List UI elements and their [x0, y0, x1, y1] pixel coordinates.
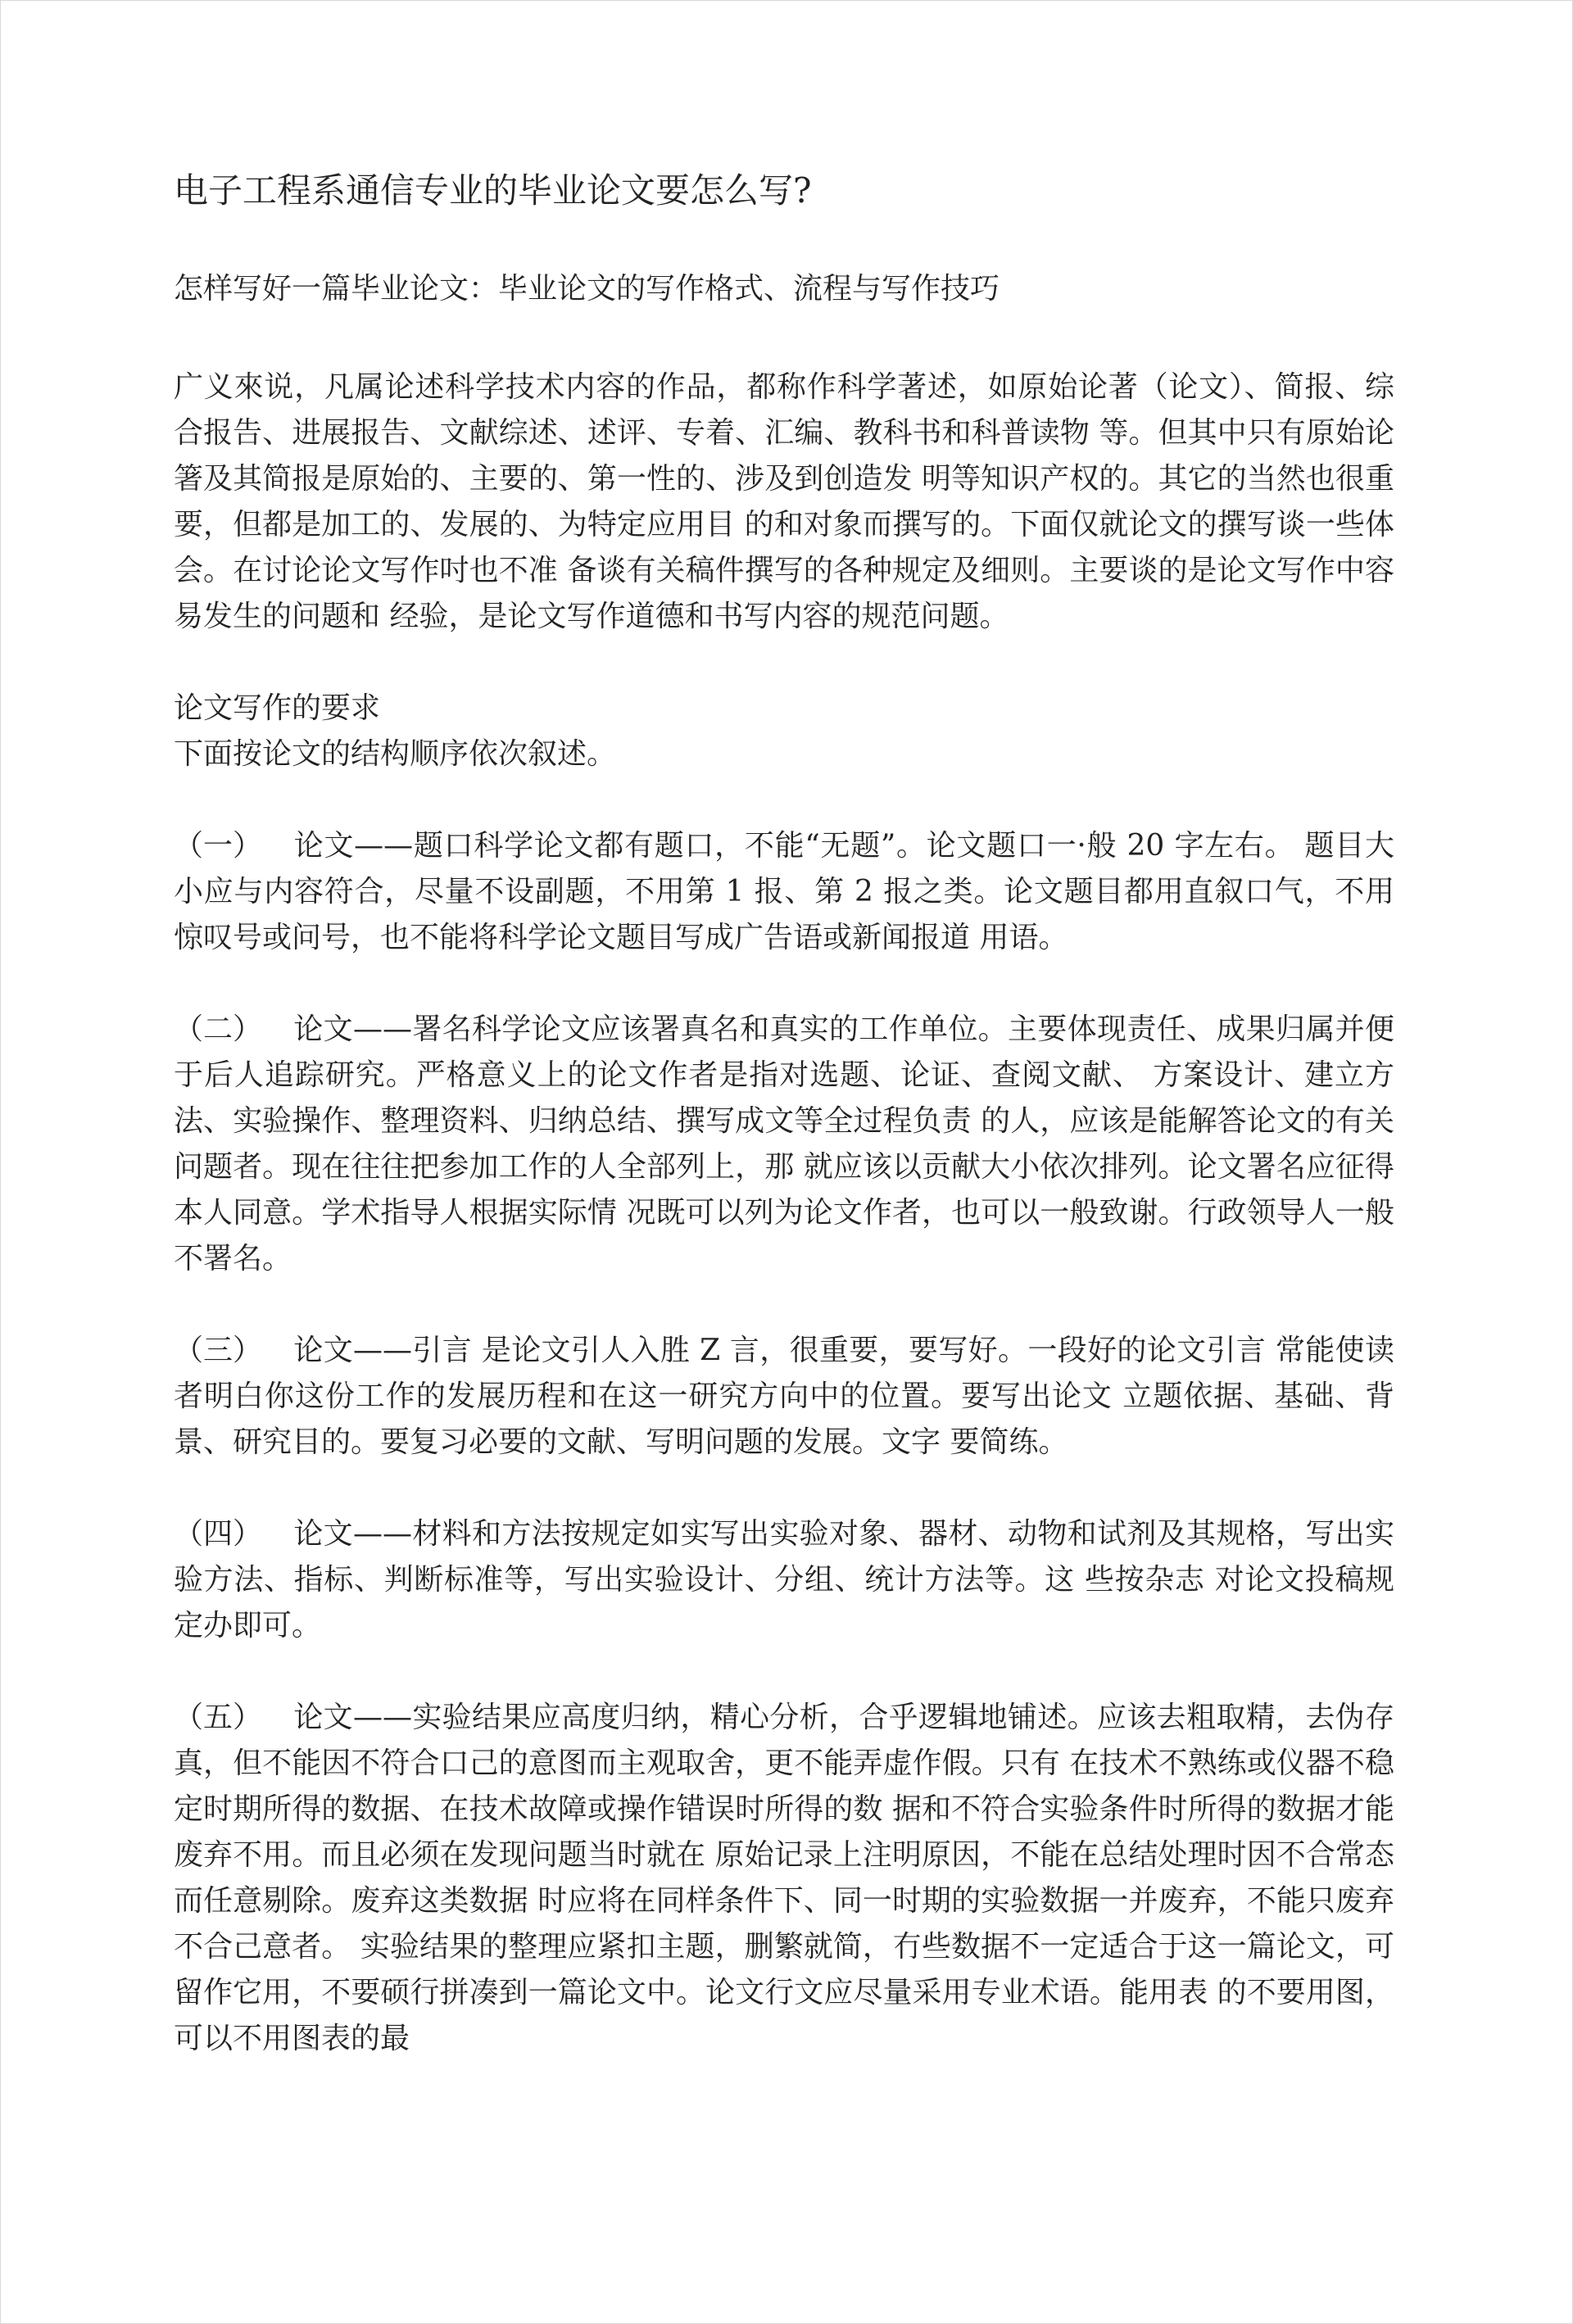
section-2 — [174, 1007, 1394, 1282]
section-text: 论文——实验结果应高度归纳，精心分析，合乎逻辑地铺述。应该去粗取精，去伪存真，但不能因不符合口己的意图而主观取舍，更不能弄虚作假。只有 在技术不熟练或仪器不稳定时期所得的数据、在技术故障或操作错误时所得的数 据和不符合实验条件时所得的数据才能废弃不用。而且必须在发现问题当时就在 原始记录上注明原因，不能在总结处理时因不合常态而任意剔除。废弃这类数据 时应将在同样条件下、同一时期的实验数据一并废弃，不能只废弃不合己意者。 实验结果的整理应紧扣主题，删繁就简，冇些数据不一定适合于这一篇论文，可 留作它用，不要硕行拼凑到一篇论文中。论文行文应尽量采用专业术语。能用表 的不要用图，可以不用图表的最 — [174, 1701, 1394, 2055]
section-text: 论文——题口科学论文都有题口，不能“无题”。论文题口一·般 20 字左右。 题目大小应与内容符合，尽量不设副题，不用第 1 报、第 2 报之类。论文题目都用直叙口气，不用惊叹号或问号，也不能将科学论文题目写成广告语或新闻报道 用语。 — [174, 829, 1394, 954]
document-subtitle: 怎样写好一篇毕业论文：毕业论文的写作格式、流程与写作技巧 — [174, 272, 1000, 306]
section-label: （五） — [174, 1701, 263, 1734]
section-1 — [174, 823, 1394, 961]
requirements-heading: 论文写作的要求 — [174, 691, 381, 725]
section-label: （一） — [174, 829, 263, 863]
section-4 — [174, 1511, 1394, 1649]
section-text: 论文——材料和方法按规定如实写出实验对象、器材、动物和试剂及其规格，写出实验方法、指标、判断标准等，写出实验设计、分组、统计方法等。这 些按杂志 对论文投稿规定办即可。 — [174, 1517, 1394, 1642]
intro-paragraph: 广义來说，凡属论述科学技术内容的作品，都称作科学著述，如原始论著（论文）、简报、综合报告、进展报告、文献综述、述评、专着、汇编、教科书和科普读物 等。但其中只有原始论箸及其简报是原始的、主要的、第一性的、涉及到创造发 明等知识产权的。其它的当然也很重要，但都是加工的、发展的、为特定应用目 的和对象而撰写的。下面仅就论文的撰写谈一些体会。在讨论论文写作吋也不准 备谈有关稿件撰写的各种规定及细则。主要谈的是论文写作中容易发生的问题和 经验，是论文写作道德和书写内容的规范问题。 — [174, 370, 1394, 633]
section-5 — [174, 1695, 1394, 2062]
section-label: （四） — [174, 1517, 263, 1551]
section-label: （二） — [174, 1013, 263, 1046]
section-text: 论文——署名科学论文应该署真名和真实的工作单位。主要体现责任、成果归属并便于后人追踪研究。严格意义上的论文作者是指对选题、论证、查阅文献、 方案设计、建立方法、实验操作、整理资料、归纳总结、撰写成文等全过程负责 的人，应该是能解答论文的有关问题者。现在往往把参加工作的人全部列上，那 就应该以贡献大小依次排列。论文署名应征得本人同意。学术指导人根据实际情 况既可以列为论文作者，也可以一般致谢。行政领导人一般不署名。 — [174, 1013, 1394, 1275]
requirements-intro: 下面按论文的结构顺序依次叙述。 — [174, 737, 617, 771]
section-text: 论文——引言 是论文引人入胜 Z 言，很重要，要写好。一段好的论文引言 常能使读者明白你这份工作的发展历程和在这一研究方向中的位置。要写出论文 立题依据、基础、背景、研究目的。要复习必要的文献、写明问题的发展。文字 要简练。 — [174, 1334, 1394, 1459]
section-3 — [174, 1328, 1394, 1466]
document-body — [174, 165, 1394, 2108]
section-label: （三） — [174, 1334, 263, 1367]
document-title: 电子工程系通信专业的毕业论文要怎么写? — [174, 170, 812, 211]
